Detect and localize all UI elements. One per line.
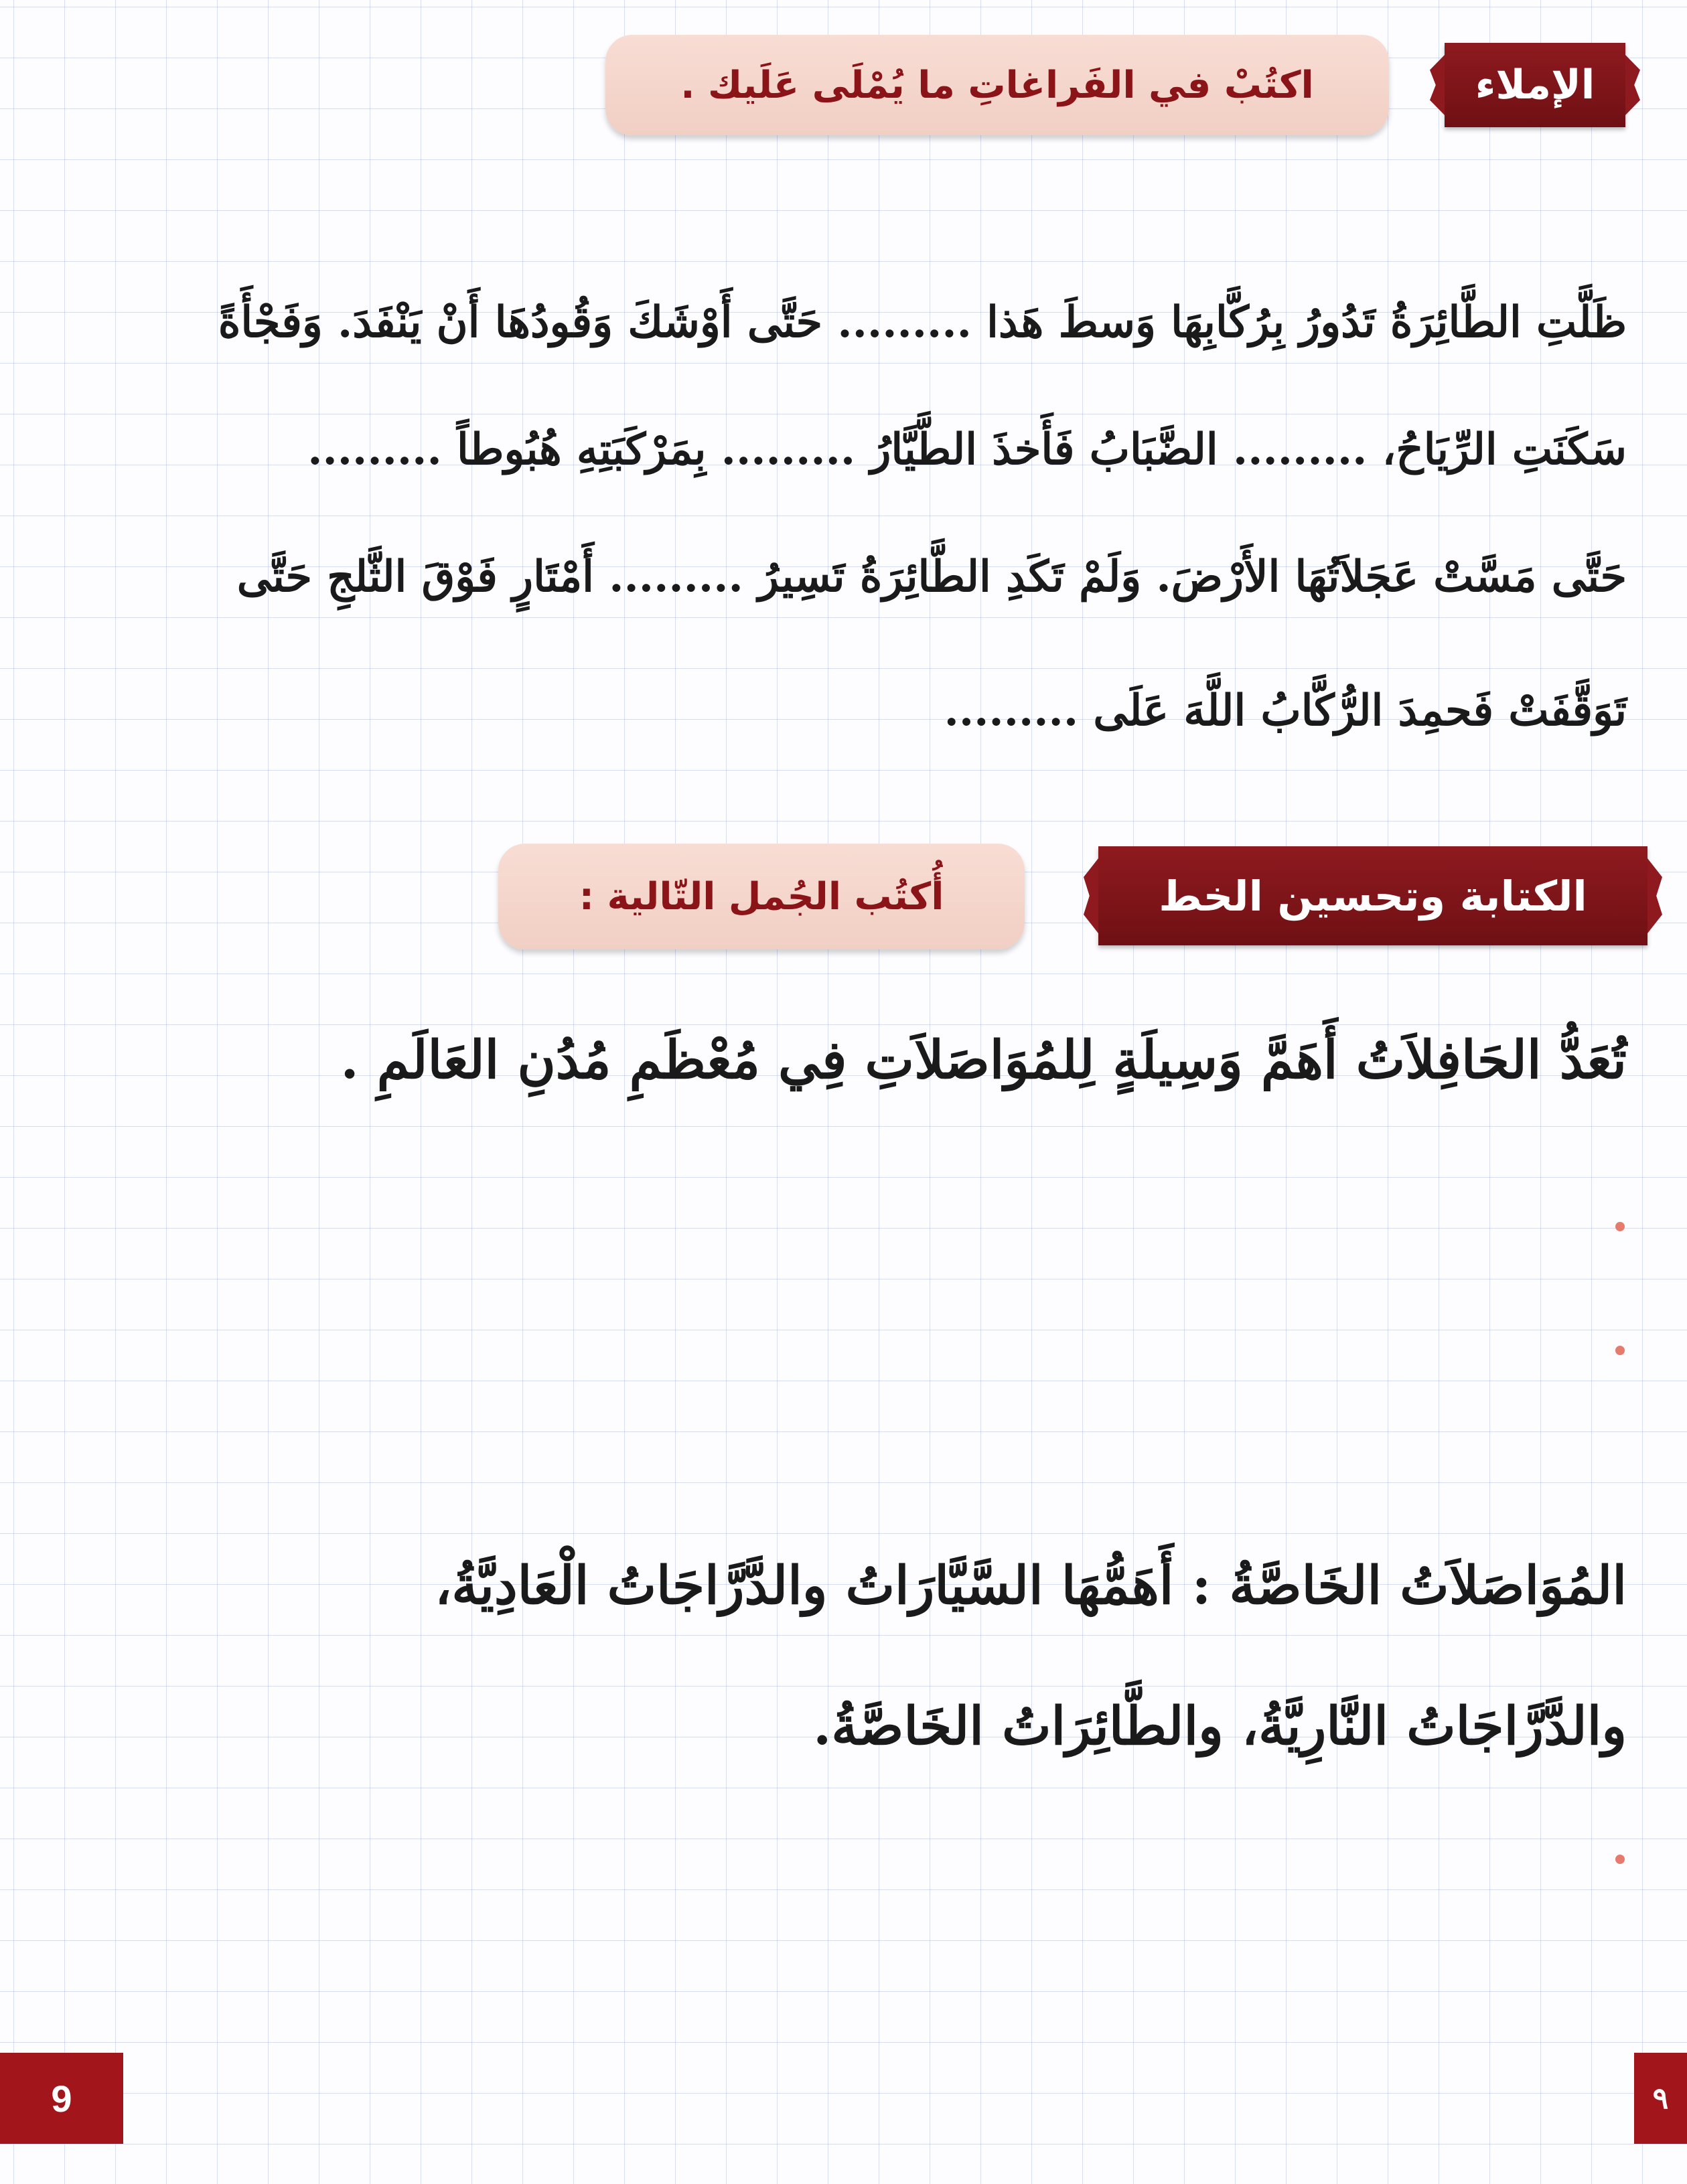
handwriting-sentence-2-line-1: المُوَاصَلاَتُ الخَاصَّةُ : أَهَمُّهَا السَّيَّارَاتُ والدَّرَّاجَاتُ الْعَادِيَّةُ، (435, 1555, 1627, 1616)
dictation-line-1: ظَلَّتِ الطَّائِرَةُ تَدُورُ بِرُكَّابِهَا وَسطَ هَذا ......... حَتَّى أَوْشَكَ وَقُودُهَا أَنْ يَنْفَدَ. وَفَجْأَةً (218, 297, 1627, 347)
handwriting-sentence-2-line-2: والدَّرَّاجَاتُ النَّارِيَّةُ، والطَّائِرَاتُ الخَاصَّةُ. (813, 1696, 1627, 1757)
handwriting-sentence-1: تُعَدُّ الحَافِلاَتُ أَهَمَّ وَسِيلَةٍ لِلمُوَاصَلاَتِ فِي مُعْظَمِ مُدُنِ العَالَمِ . (340, 1030, 1627, 1091)
dictation-banner (1445, 43, 1625, 127)
dictation-title: الإملاء (1475, 62, 1595, 108)
page-number-left (0, 2053, 123, 2144)
page-number-arabic: ٩ (1652, 2082, 1669, 2115)
page-number-latin: 9 (51, 2077, 72, 2120)
handwriting-instruction: أُكتُب الجُمل التّالية : (579, 874, 944, 919)
handwriting-banner (1098, 846, 1647, 945)
handwriting-instruction-pill (498, 844, 1025, 949)
dictation-instruction: اكتُبْ في الفَراغاتِ ما يُمْلَى عَلَيك . (680, 63, 1314, 107)
writing-line-dot (1615, 1222, 1625, 1231)
writing-line-dot (1615, 1855, 1625, 1864)
dictation-line-2: سَكَنَتِ الرِّيَاحُ، ......... الضَّبَابُ فَأَخذَ الطَّيَّارُ ......... بِمَرْكَبَتِهِ هُبُوطاً ......... (307, 424, 1627, 475)
dictation-instruction-pill (605, 35, 1389, 135)
handwriting-title: الكتابة وتحسين الخط (1159, 871, 1587, 921)
page-number-right (1634, 2053, 1687, 2144)
dictation-line-4: تَوَقَّفَتْ فَحمِدَ الرُّكَّابُ اللَّهَ عَلَى ......... (944, 686, 1627, 736)
dictation-line-3: حَتَّى مَسَّتْ عَجَلاَتُهَا الأَرْضَ. وَلَمْ تَكَدِ الطَّائِرَةُ تَسِيرُ ......... أَمْتَارٍ فَوْقَ الثَّلجِ حَتَّى (236, 552, 1627, 602)
writing-line-dot (1615, 1346, 1625, 1355)
